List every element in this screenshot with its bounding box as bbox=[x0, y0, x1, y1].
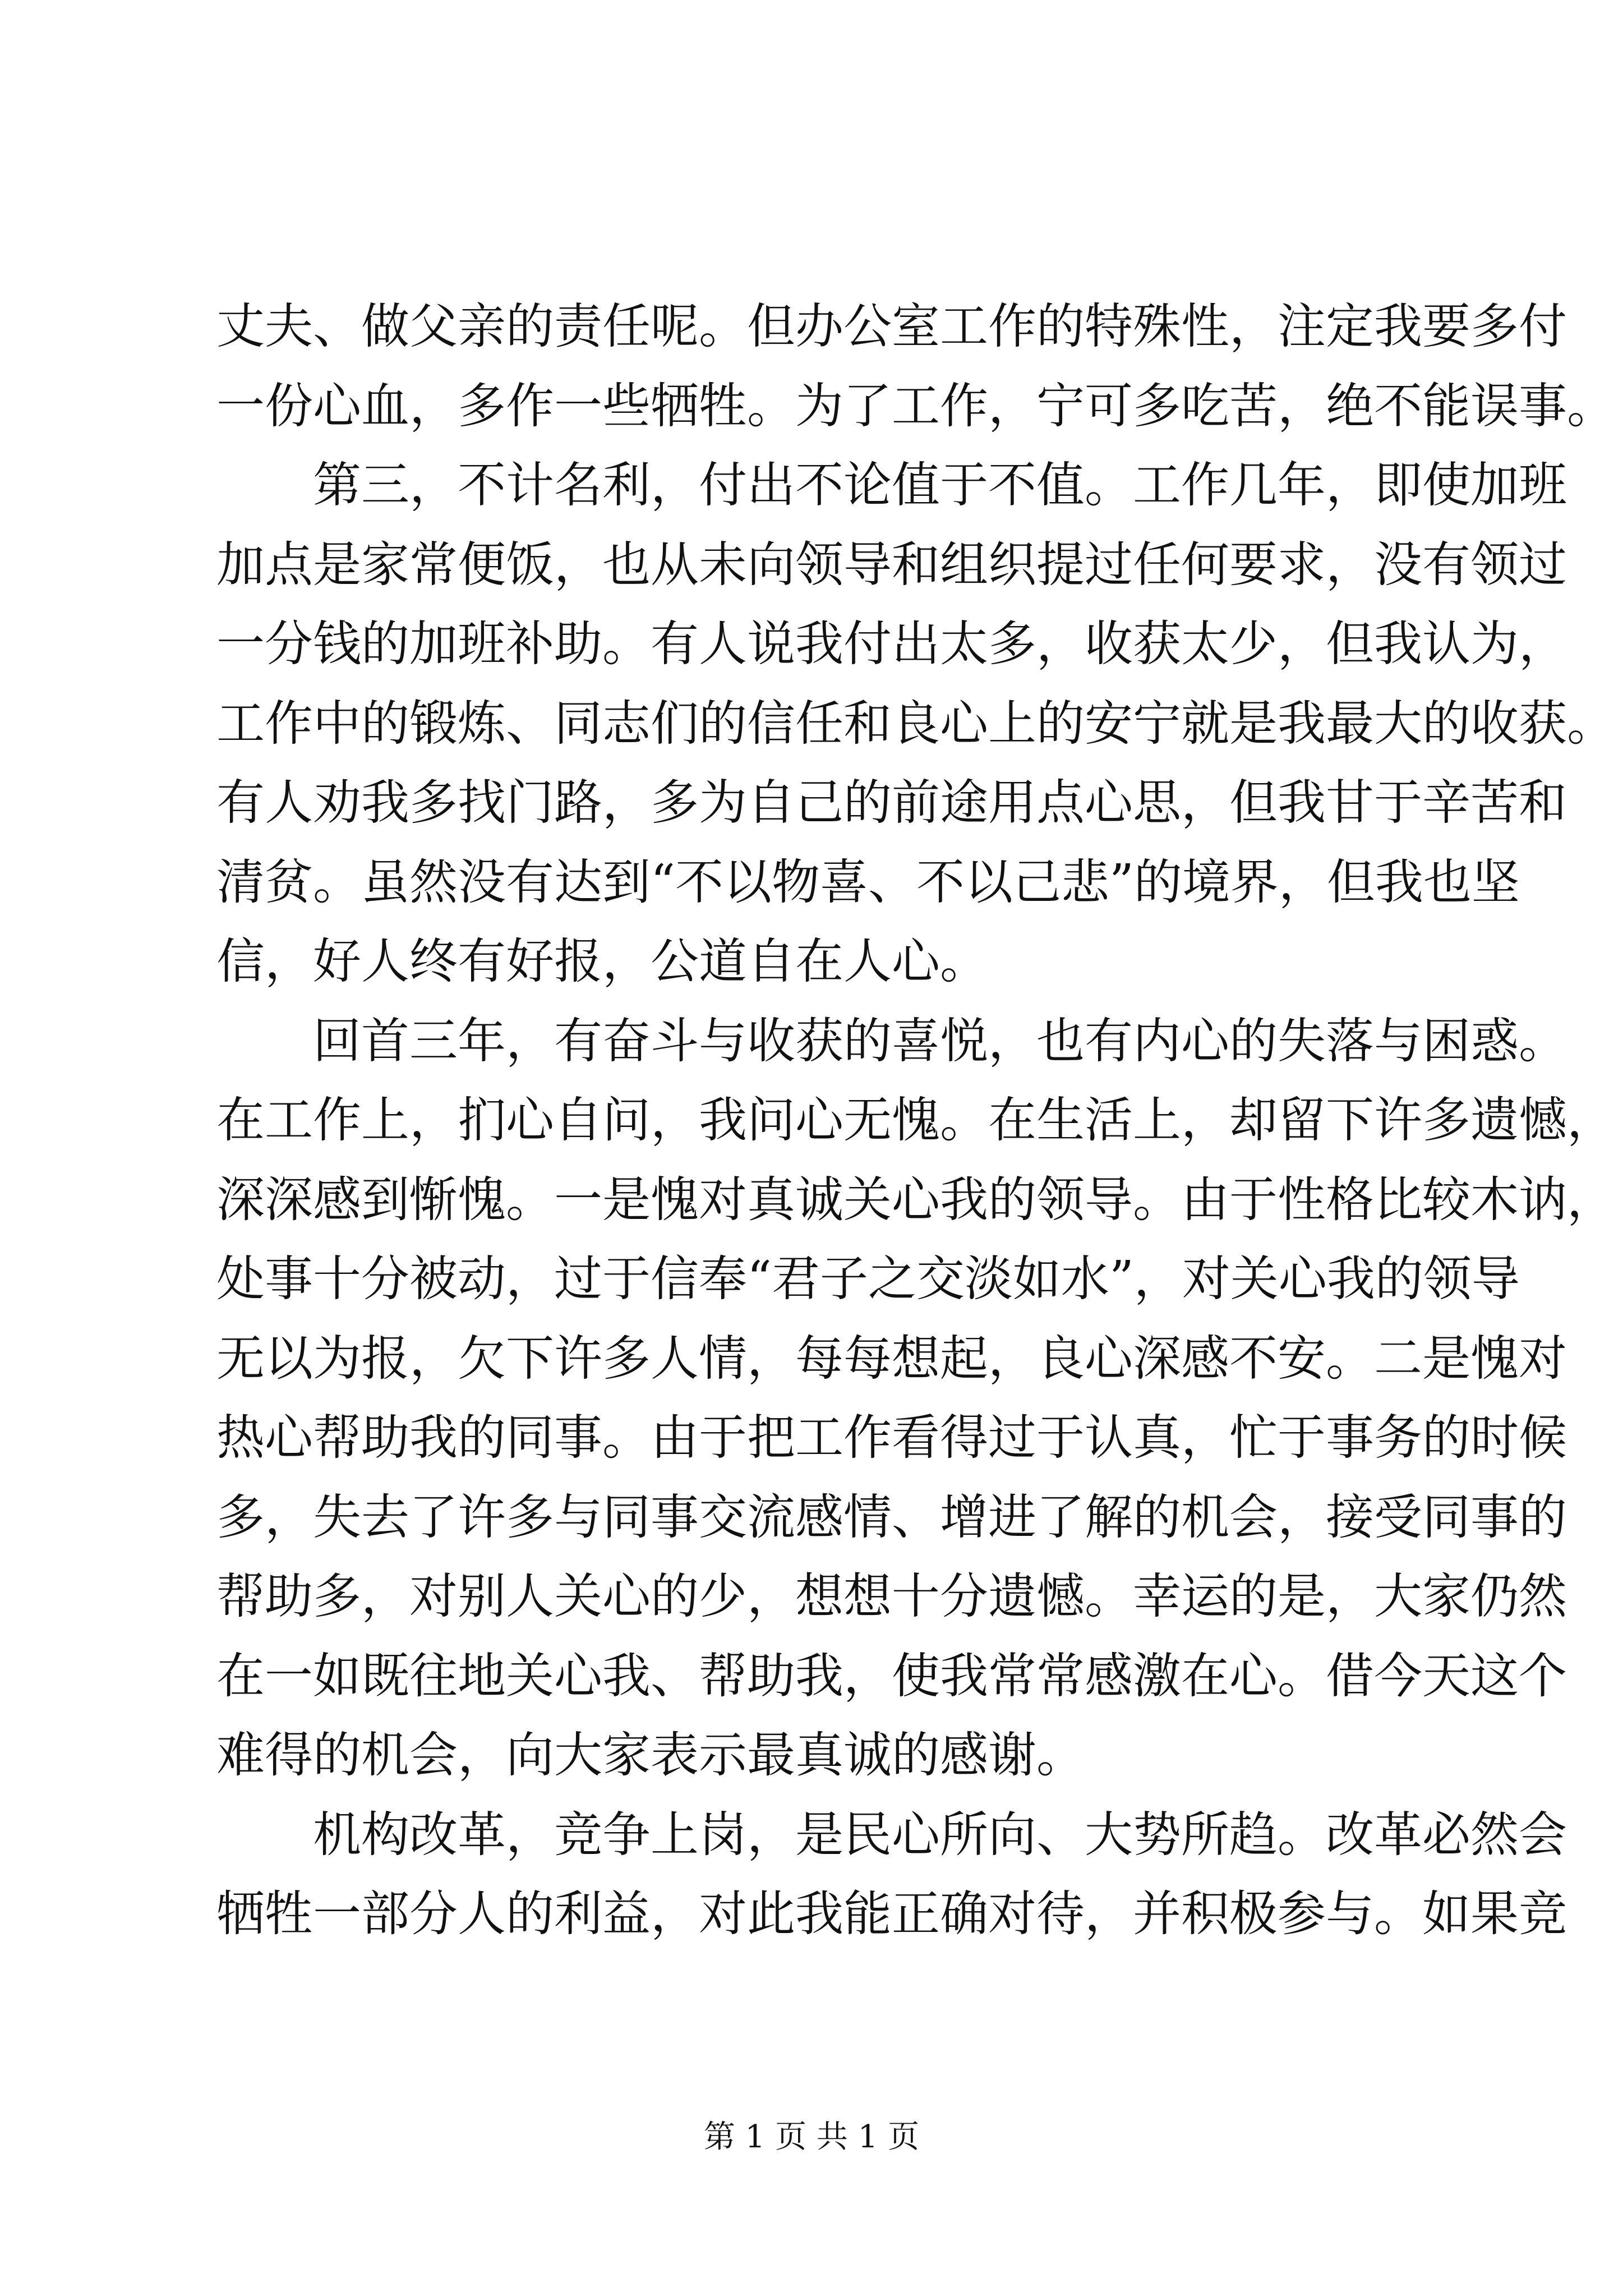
text-line: 一份心血，多作一些牺牲。为了工作，宁可多吃苦，绝不能误事。 bbox=[216, 378, 1615, 434]
text-line: 处事十分被动，过于信奉“君子之交淡如水”，对关心我的领导 bbox=[216, 1251, 1520, 1307]
text-line: 第三，不计名利，付出不论值于不值。工作几年，即使加班 bbox=[313, 457, 1567, 513]
text-line: 无以为报，欠下许多人情，每每想起，良心深感不安。二是愧对 bbox=[216, 1330, 1567, 1387]
text-line: 加点是家常便饭，也从未向领导和组织提过任何要求，没有领过 bbox=[216, 536, 1567, 593]
text-line: 多，失去了许多与同事交流感情、增进了解的机会，接受同事的 bbox=[216, 1489, 1567, 1545]
text-line: 热心帮助我的同事。由于把工作看得过于认真，忙于事务的时候 bbox=[216, 1410, 1567, 1466]
text-line: 牺牲一部分人的利益，对此我能正确对待，并积极参与。如果竞 bbox=[216, 1886, 1567, 1942]
text-line: 难得的机会，向大家表示最真诚的感谢。 bbox=[216, 1727, 1085, 1783]
page-footer: 第 1 页 共 1 页 bbox=[703, 2119, 920, 2155]
text-line: 工作中的锻炼、同志们的信任和良心上的安宁就是我最大的收获。 bbox=[216, 695, 1615, 752]
text-line: 信，好人终有好报，公道自在人心。 bbox=[216, 933, 988, 990]
text-line: 有人劝我多找门路，多为自己的前途用点心思，但我甘于辛苦和 bbox=[216, 775, 1567, 831]
text-line: 在工作上，扪心自问，我问心无愧。在生活上，却留下许多遗憾， bbox=[216, 1092, 1615, 1148]
document-body bbox=[216, 287, 1615, 1954]
text-line: 机构改革，竞争上岗，是民心所向、大势所趋。改革必然会 bbox=[313, 1806, 1567, 1863]
text-line: 深深感到惭愧。一是愧对真诚关心我的领导。由于性格比较木讷， bbox=[216, 1171, 1615, 1228]
text-line: 一分钱的加班补助。有人说我付出太多，收获太少，但我认为， bbox=[216, 616, 1567, 672]
text-line: 清贫。虽然没有达到“不以物喜、不以己悲”的境界，但我也坚 bbox=[216, 854, 1520, 910]
text-line: 丈夫、做父亲的责任呢。但办公室工作的特殊性，注定我要多付 bbox=[216, 298, 1567, 355]
text-line: 帮助多，对别人关心的少，想想十分遗憾。幸运的是，大家仍然 bbox=[216, 1568, 1567, 1625]
text-line: 回首三年，有奋斗与收获的喜悦，也有内心的失落与困惑。 bbox=[313, 1013, 1567, 1069]
text-line: 在一如既往地关心我、帮助我，使我常常感激在心。借今天这个 bbox=[216, 1648, 1567, 1704]
